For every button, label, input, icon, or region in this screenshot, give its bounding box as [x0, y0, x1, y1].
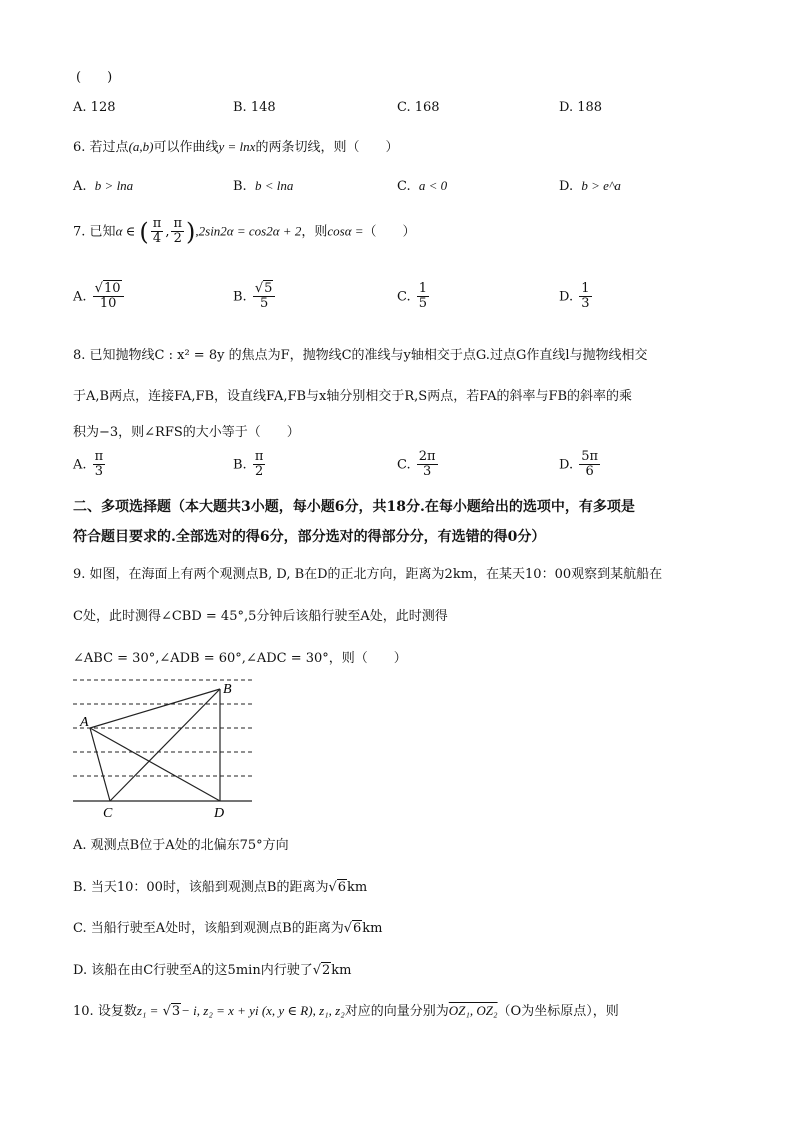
q5-paren: ( ): [76, 70, 113, 85]
q8-line1: 8. 已知抛物线C : x² = 8y 的焦点为F，抛物线C的准线与y轴相交于点G.过点G作直线l与抛物线相交: [73, 348, 648, 363]
q9-option-c: C. 当船行驶至A处时，该船到观测点B的距离为√6km: [73, 921, 383, 936]
q10-stem: 10. 设复数z₁ = √3− i, z₂ = x + yi (x, y ∈ R), z₁, z₂对应的向量分别为OZ₁, OZ₂（O为坐标原点），则: [73, 1003, 619, 1019]
q9-label-d: D: [214, 806, 225, 821]
q7-option-a: A. $\frac{√10}{10}$: [73, 282, 126, 312]
q9-label-a: A: [80, 715, 89, 730]
q8-line3: 积为−3，则∠RFS的大小等于（ ）: [73, 425, 300, 440]
q9-label-c: C: [103, 806, 113, 821]
q6-option-a: A. b > lna: [73, 178, 134, 194]
q5-option-d: D. 188: [559, 100, 603, 115]
q9-line3: ∠ABC = 30°,∠ADB = 60°,∠ADC = 30°，则（ ）: [73, 651, 407, 666]
q8-option-a: A. $\frac{\pi}{3}$: [73, 449, 104, 480]
q7-option-b: B. $\frac{√5}{5}$: [233, 282, 277, 312]
q6-option-b: B. b < lna: [233, 178, 294, 194]
q9-option-a: A. 观测点B位于A处的北偏东75°方向: [73, 838, 289, 853]
q6-option-c: C. a < 0: [397, 178, 448, 194]
q9-line1: 9. 如图，在海面上有两个观测点B, D, B在D的正北方向，距离为2km，在某天10：00观察到某航船在: [73, 567, 663, 582]
q9-label-b: B: [223, 682, 232, 697]
q7-option-c: C. $\frac{1}{5}$: [397, 281, 428, 312]
q8-option-b: B. $\frac{\pi}{2}$: [233, 449, 264, 480]
section2-heading-line2: 符合题目要求的.全部选对的得6分，部分选对的得部分分，有选错的得0分）: [73, 529, 546, 545]
q8-line2: 于A,B两点，连接FA,FB，设直线FA,FB与x轴分别相交于R,S两点，若FA的斜率与FB的斜率的乘: [73, 389, 633, 404]
section2-heading-line1: 二、多项选择题（本大题共3小题，每小题6分，共18分.在每小题给出的选项中，有多项是: [73, 499, 635, 515]
q6-stem: 6. 若过点(a,b)可以作曲线y = lnx的两条切线，则（ ）: [73, 139, 399, 155]
q5-option-b: B. 148: [233, 100, 276, 115]
q7-stem: 7. 已知α ∈ ( $\frac{\pi}{4}$ , $\frac{\pi}{2}$ ),2sin2α = cos2α + 2，则cosα =（ ）: [73, 216, 416, 247]
q9-option-b: B. 当天10：00时，该船到观测点B的距离为√6km: [73, 880, 368, 895]
q5-option-a: A. 128: [73, 100, 116, 115]
q8-option-c: C. $\frac{2\pi}{3}$: [397, 449, 436, 480]
q6-option-d: D. b > e^a: [559, 178, 621, 194]
q8-option-d: D. $\frac{5\pi}{6}$: [559, 449, 599, 480]
q5-option-c: C. 168: [397, 100, 440, 115]
q9-option-d: D. 该船在由C行驶至A的这5min内行驶了√2km: [73, 963, 352, 978]
q9-diagram: [70, 672, 260, 822]
q9-triangle-edges: [90, 689, 220, 801]
q7-option-d: D. $\frac{1}{3}$: [559, 281, 590, 312]
q9-line2: C处，此时测得∠CBD = 45°,5分钟后该船行驶至A处，此时测得: [73, 609, 448, 624]
